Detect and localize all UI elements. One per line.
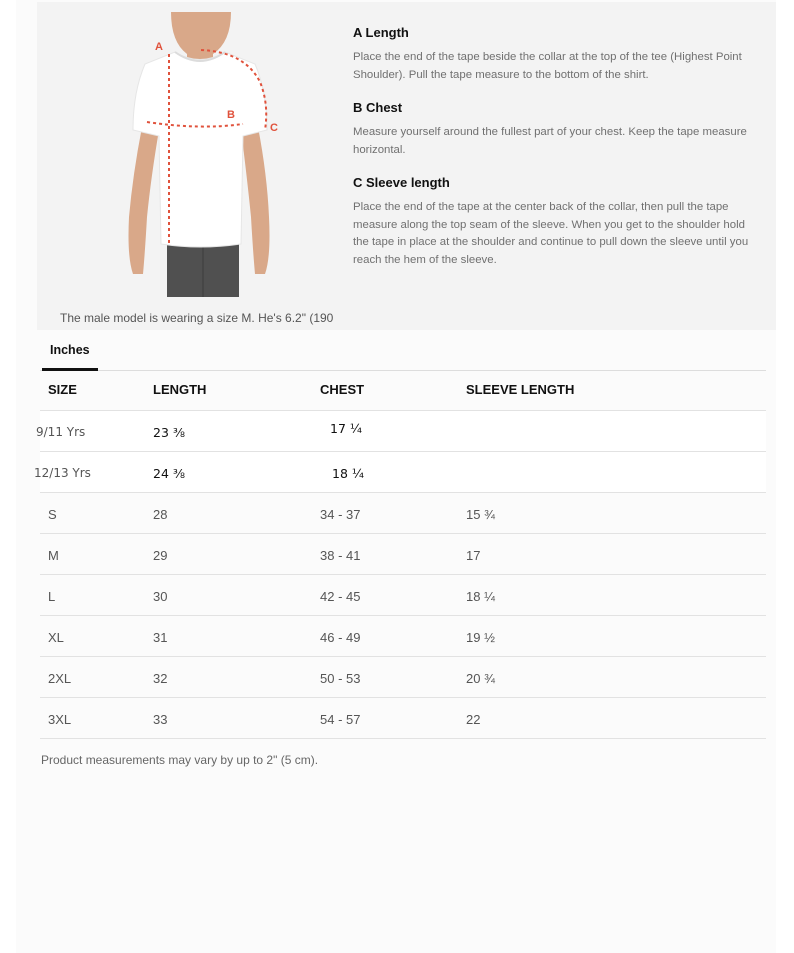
cell-size: 9/11 Yrs xyxy=(36,425,86,439)
left-arm xyxy=(129,122,160,274)
cell-sleeve: 18 ¼ xyxy=(466,589,495,604)
measurement-title: C Sleeve length xyxy=(353,175,450,190)
cell-length: 28 xyxy=(153,507,168,522)
table-row xyxy=(40,575,766,616)
cell-chest: 18 ¼ xyxy=(332,466,364,481)
table-row xyxy=(40,698,766,739)
cell-length: 33 xyxy=(153,712,168,727)
model-diagram xyxy=(115,12,285,297)
cell-chest: 42 - 45 xyxy=(320,589,361,604)
cell-size: S xyxy=(48,507,57,522)
measurement-chest xyxy=(353,100,763,159)
cell-sleeve: 20 ¾ xyxy=(466,671,495,686)
cell-size: 2XL xyxy=(48,671,72,686)
cell-chest: 50 - 53 xyxy=(320,671,361,686)
table-row xyxy=(40,534,766,575)
table-row xyxy=(36,411,766,452)
header-length: LENGTH xyxy=(153,382,207,397)
cell-length: 24 ⅜ xyxy=(153,466,185,481)
cell-chest: 54 - 57 xyxy=(320,712,361,727)
measurement-sleeve xyxy=(353,175,763,269)
unit-tabs xyxy=(40,334,766,371)
table-header-row xyxy=(40,370,766,411)
cell-sleeve: 22 xyxy=(466,712,481,727)
cell-size: XL xyxy=(48,630,64,645)
cell-length: 31 xyxy=(153,630,168,645)
table-row xyxy=(40,616,766,657)
cell-length: 29 xyxy=(153,548,168,563)
diagram-label-c: C xyxy=(270,122,278,134)
tab-inches[interactable]: Inches xyxy=(42,334,98,371)
cell-sleeve: 19 ½ xyxy=(466,630,495,645)
header-size: SIZE xyxy=(48,382,77,397)
cell-size: 12/13 Yrs xyxy=(34,466,91,480)
measurement-title: B Chest xyxy=(353,100,403,115)
header-chest: CHEST xyxy=(320,382,365,397)
model-caption: The male model is wearing a size M. He's 6.2" (190 xyxy=(60,311,334,325)
head xyxy=(171,12,231,58)
cell-length: 23 ⅜ xyxy=(153,425,185,440)
cell-chest: 38 - 41 xyxy=(320,548,361,563)
cell-sleeve: 17 xyxy=(466,548,481,563)
measurement-disclaimer: Product measurements may vary by up to 2" (5 cm). xyxy=(41,753,319,767)
diagram-label-a: A xyxy=(155,41,163,53)
measurement-text: Measure yourself around the fullest part of your chest. Keep the tape measure horizontal. xyxy=(353,126,747,156)
table-row xyxy=(34,452,766,493)
table-row xyxy=(40,657,766,698)
cell-size: M xyxy=(48,548,59,563)
measurement-text: Place the end of the tape beside the collar at the top of the tee (Highest Point Shoulder). Pull the tape measure to the bottom of the shirt. xyxy=(353,51,742,81)
measurement-text: Place the end of the tape at the center back of the collar, then pull the tape measure along the top seam of the sleeve. When you get to the shoulder hold the tape in place at the shoulder and continue to pull down the sleeve until you reach the hem of the sleeve. xyxy=(353,201,749,266)
measurement-length xyxy=(353,25,763,84)
cell-size: L xyxy=(48,589,56,604)
measurement-title: A Length xyxy=(353,25,409,40)
cell-chest: 46 - 49 xyxy=(320,630,361,645)
cell-size: 3XL xyxy=(48,712,72,727)
right-arm xyxy=(241,122,270,274)
cell-length: 32 xyxy=(153,671,168,686)
cell-sleeve: 15 ¾ xyxy=(466,507,495,522)
size-table xyxy=(34,370,766,739)
diagram-label-b: B xyxy=(227,109,235,121)
table-row xyxy=(40,493,766,534)
cell-length: 30 xyxy=(153,589,168,604)
header-sleeve-length: SLEEVE LENGTH xyxy=(466,382,575,397)
cell-chest: 34 - 37 xyxy=(320,507,361,522)
cell-chest: 17 ¼ xyxy=(330,421,362,436)
